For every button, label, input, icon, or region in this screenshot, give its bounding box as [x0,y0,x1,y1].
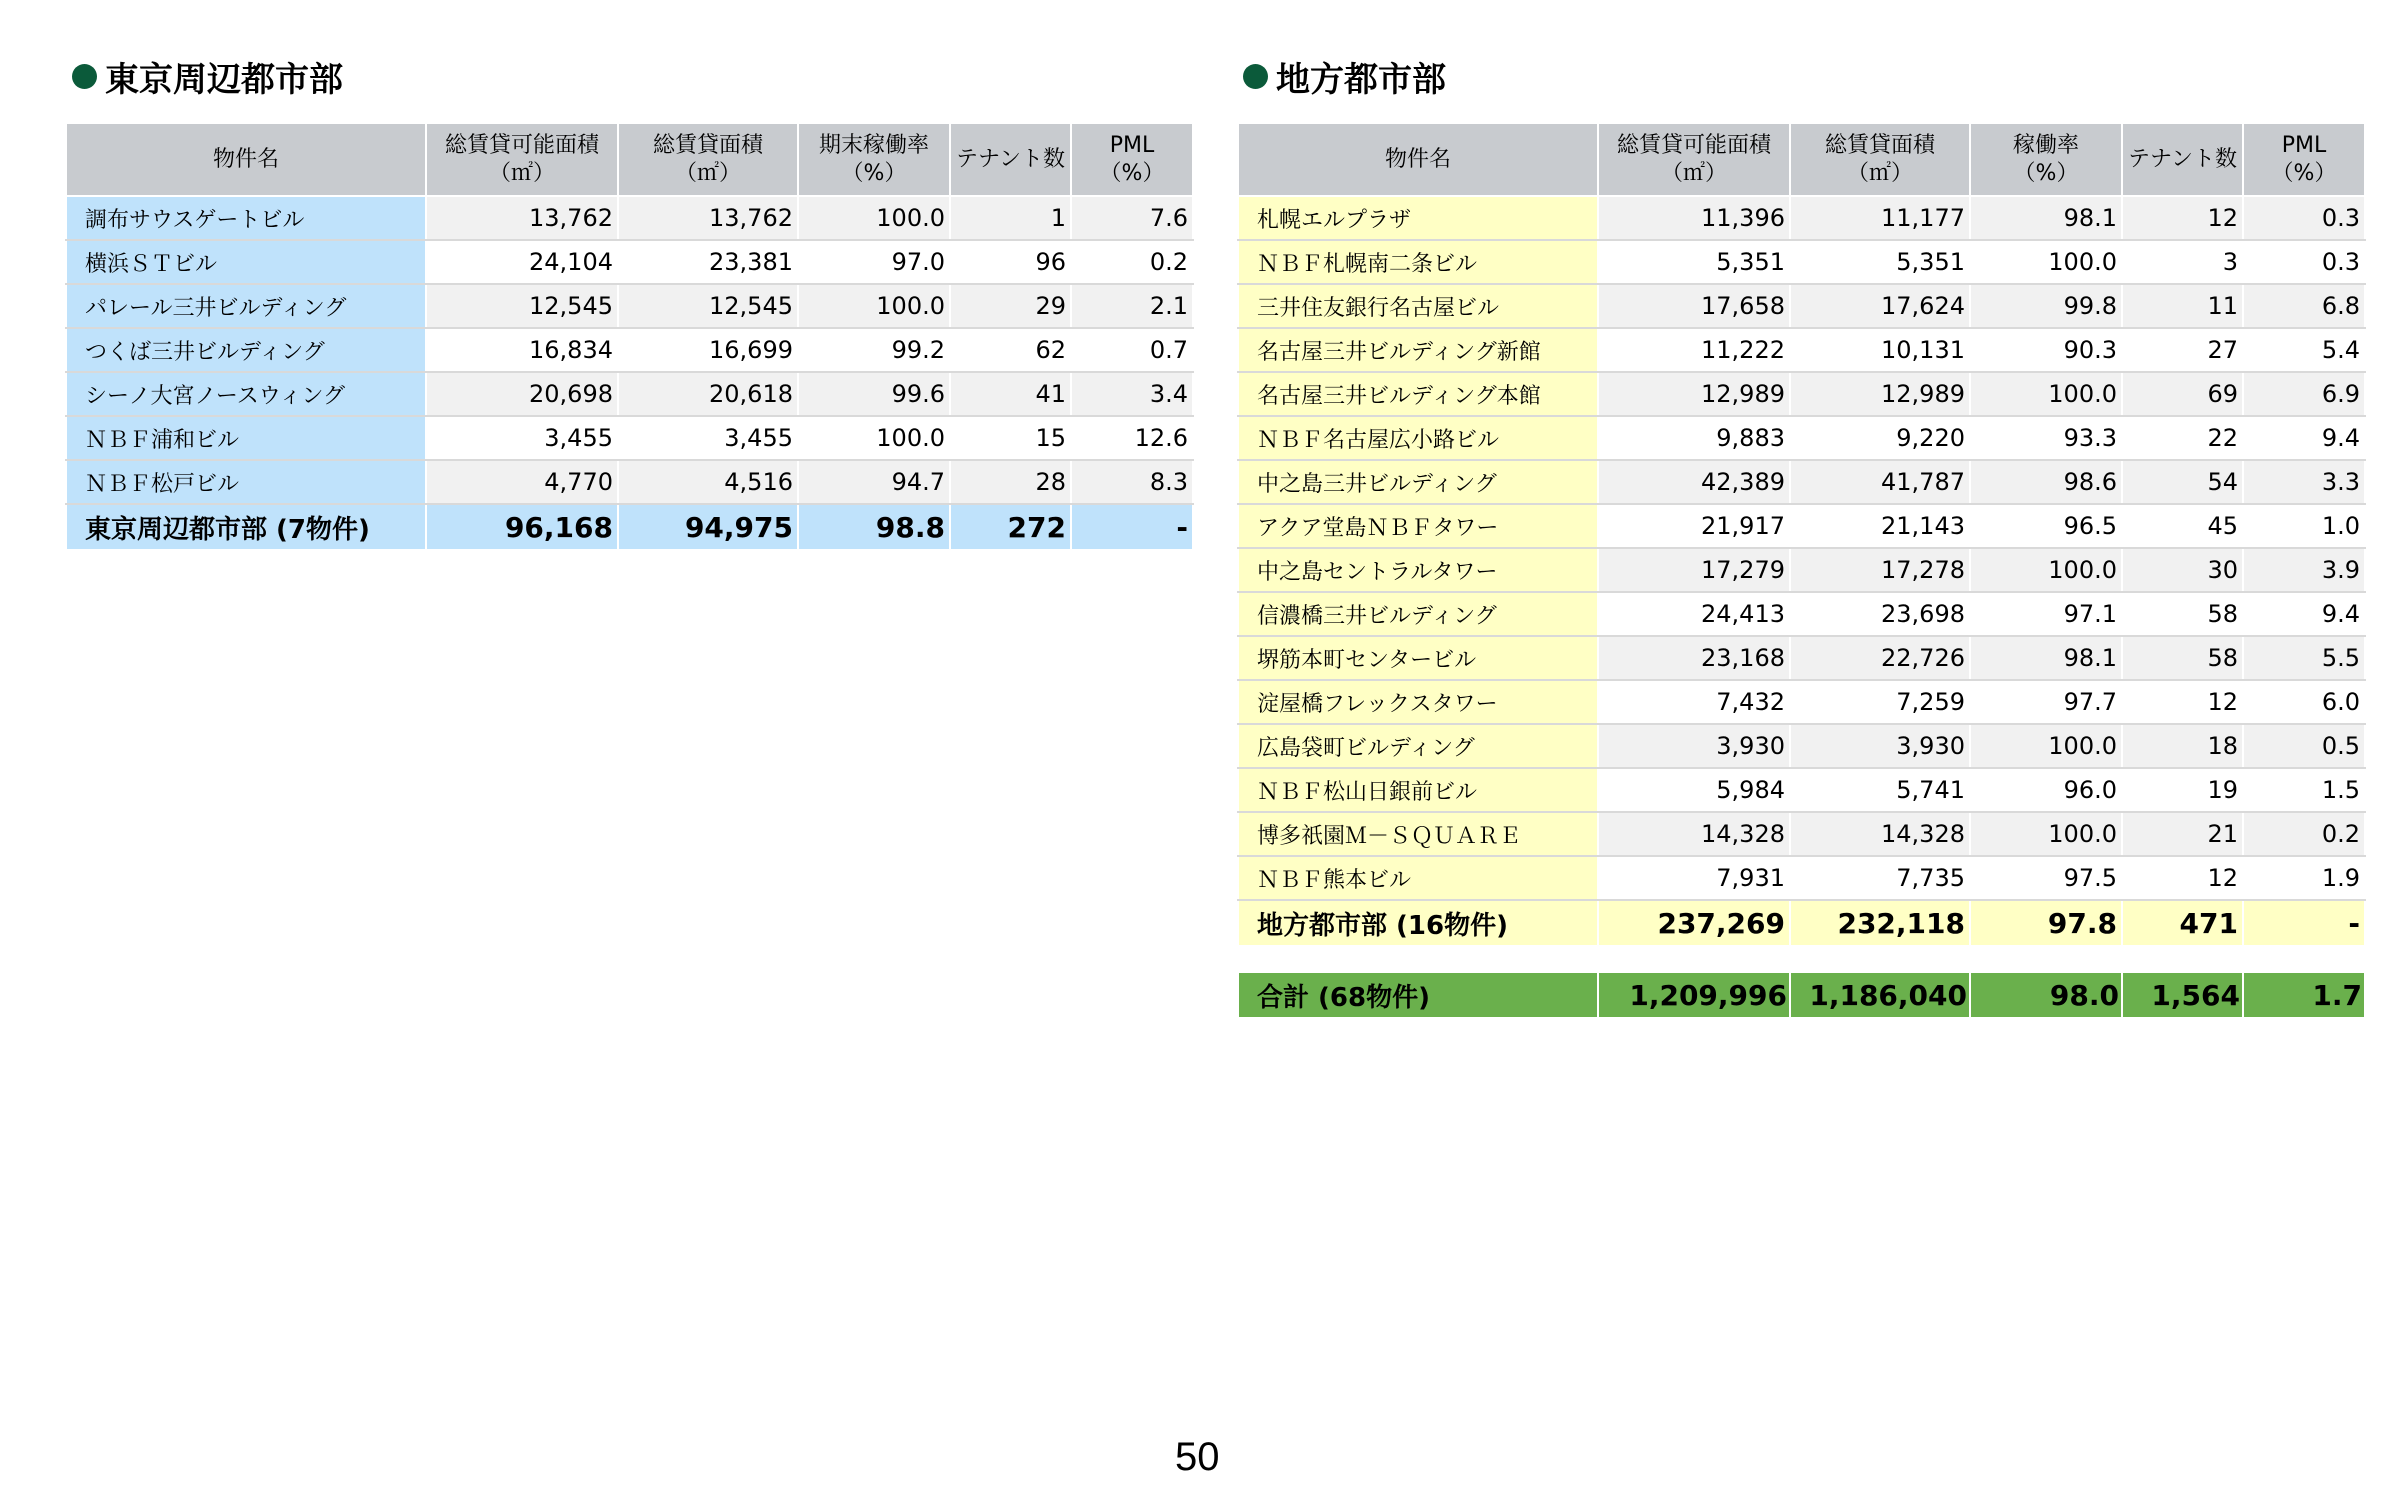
grand-total-value: 1,209,996 [1598,973,1790,1017]
subtotal-value: 272 [950,504,1071,549]
value-cell: 99.8 [1970,284,2122,328]
value-cell: 93.3 [1970,416,2122,460]
value-cell: 13,762 [426,196,618,240]
table-row [1238,548,2365,592]
value-cell: 24,413 [1598,592,1790,636]
value-cell: 100.0 [1970,372,2122,416]
value-cell: 12,545 [426,284,618,328]
subtotal-value: 237,269 [1598,900,1790,945]
value-cell: 9,883 [1598,416,1790,460]
property-name-cell: シーノ大宮ノースウィング [66,372,426,416]
table-row [1238,812,2365,856]
value-cell: 97.5 [1970,856,2122,900]
property-name-cell: 中之島セントラルタワー [1238,548,1598,592]
value-cell: 22 [2122,416,2243,460]
grand-total-value: 98.0 [1970,973,2122,1017]
subtotal-row [66,504,1193,549]
column-header: テナント数 [950,123,1071,196]
value-cell: 29 [950,284,1071,328]
value-cell: 18 [2122,724,2243,768]
value-cell: 0.2 [1071,240,1193,284]
table-row [1238,416,2365,460]
value-cell: 5.5 [2243,636,2365,680]
table-row [1238,636,2365,680]
value-cell: 8.3 [1071,460,1193,504]
column-header: 物件名 [66,123,426,196]
property-name-cell: 信濃橋三井ビルディング [1238,592,1598,636]
column-header: PML （%） [1071,123,1193,196]
property-name-cell: ＮＢＦ熊本ビル [1238,856,1598,900]
value-cell: 69 [2122,372,2243,416]
value-cell: 42,389 [1598,460,1790,504]
section-title-text: 地方都市部 [1276,60,1446,100]
value-cell: 1.0 [2243,504,2365,548]
subtotal-row [1238,900,2365,945]
value-cell: 9,220 [1790,416,1970,460]
value-cell: 12 [2122,680,2243,724]
value-cell: 2.1 [1071,284,1193,328]
value-cell: 16,834 [426,328,618,372]
value-cell: 17,279 [1598,548,1790,592]
table-row [1238,680,2365,724]
value-cell: 17,624 [1790,284,1970,328]
subtotal-value: 96,168 [426,504,618,549]
grand-total-value: 1,564 [2122,973,2243,1017]
table-header-row [66,123,1193,196]
property-name-cell: 博多祇園Ｍ－ＳＱＵＡＲＥ [1238,812,1598,856]
value-cell: 11,177 [1790,196,1970,240]
value-cell: 6.0 [2243,680,2365,724]
column-header: 総賃貸可能面積 （㎡） [426,123,618,196]
subtotal-value: 98.8 [798,504,950,549]
value-cell: 22,726 [1790,636,1970,680]
page-number: 50 [1175,1435,1220,1479]
value-cell: 0.7 [1071,328,1193,372]
property-name-cell: アクア堂島ＮＢＦタワー [1238,504,1598,548]
property-name-cell: ＮＢＦ松山日銀前ビル [1238,768,1598,812]
value-cell: 1.9 [2243,856,2365,900]
value-cell: 3.4 [1071,372,1193,416]
value-cell: 97.7 [1970,680,2122,724]
property-name-cell: 堺筋本町センタービル [1238,636,1598,680]
table-row [1238,460,2365,504]
value-cell: 9.4 [2243,592,2365,636]
subtotal-value: - [1071,504,1193,549]
value-cell: 54 [2122,460,2243,504]
value-cell: 41,787 [1790,460,1970,504]
property-name-cell: ＮＢＦ松戸ビル [66,460,426,504]
value-cell: 17,278 [1790,548,1970,592]
value-cell: 90.3 [1970,328,2122,372]
value-cell: 24,104 [426,240,618,284]
value-cell: 17,658 [1598,284,1790,328]
value-cell: 7,259 [1790,680,1970,724]
table-row [1238,592,2365,636]
value-cell: 100.0 [1970,548,2122,592]
value-cell: 12,989 [1790,372,1970,416]
property-name-cell: 淀屋橋フレックスタワー [1238,680,1598,724]
value-cell: 100.0 [798,416,950,460]
grand-total-table [1237,973,2366,1017]
value-cell: 14,328 [1598,812,1790,856]
table-row [66,460,1193,504]
table-row [1238,768,2365,812]
value-cell: 62 [950,328,1071,372]
value-cell: 11 [2122,284,2243,328]
table-row [66,284,1193,328]
value-cell: 12,545 [618,284,798,328]
value-cell: 23,698 [1790,592,1970,636]
value-cell: 9.4 [2243,416,2365,460]
bullet-icon [1243,64,1268,89]
value-cell: 100.0 [1970,724,2122,768]
property-name-cell: 調布サウスゲートビル [66,196,426,240]
value-cell: 3,930 [1790,724,1970,768]
value-cell: 5,984 [1598,768,1790,812]
value-cell: 12 [2122,856,2243,900]
value-cell: 97.0 [798,240,950,284]
section-title-text: 東京周辺都市部 [105,60,343,100]
column-header: PML （%） [2243,123,2365,196]
property-name-cell: 三井住友銀行名古屋ビル [1238,284,1598,328]
table-row [1238,856,2365,900]
value-cell: 3,455 [426,416,618,460]
value-cell: 11,222 [1598,328,1790,372]
value-cell: 94.7 [798,460,950,504]
value-cell: 98.1 [1970,636,2122,680]
value-cell: 58 [2122,636,2243,680]
value-cell: 98.1 [1970,196,2122,240]
value-cell: 21 [2122,812,2243,856]
value-cell: 30 [2122,548,2243,592]
table-row [66,416,1193,460]
subtotal-value: 94,975 [618,504,798,549]
value-cell: 100.0 [1970,812,2122,856]
grand-total-value: 1.7 [2243,973,2365,1017]
subtotal-value: 97.8 [1970,900,2122,945]
value-cell: 14,328 [1790,812,1970,856]
value-cell: 5.4 [2243,328,2365,372]
subtotal-value: 471 [2122,900,2243,945]
value-cell: 20,698 [426,372,618,416]
value-cell: 12,989 [1598,372,1790,416]
subtotal-label: 地方都市部 (16物件) [1238,900,1598,945]
property-name-cell: ＮＢＦ浦和ビル [66,416,426,460]
value-cell: 11,396 [1598,196,1790,240]
value-cell: 21,917 [1598,504,1790,548]
value-cell: 1 [950,196,1071,240]
section-title-regional [1243,52,1446,101]
value-cell: 5,741 [1790,768,1970,812]
grand-total-value: 1,186,040 [1790,973,1970,1017]
subtotal-label: 東京周辺都市部 (7物件) [66,504,426,549]
value-cell: 58 [2122,592,2243,636]
property-name-cell: ＮＢＦ名古屋広小路ビル [1238,416,1598,460]
table-row [66,240,1193,284]
table-row [1238,240,2365,284]
property-name-cell: 横浜ＳＴビル [66,240,426,284]
column-header: 総賃貸面積 （㎡） [1790,123,1970,196]
value-cell: 7,931 [1598,856,1790,900]
value-cell: 7.6 [1071,196,1193,240]
value-cell: 7,735 [1790,856,1970,900]
value-cell: 19 [2122,768,2243,812]
property-name-cell: ＮＢＦ札幌南二条ビル [1238,240,1598,284]
regional-properties-table [1237,122,2366,945]
table-header-row [1238,123,2365,196]
value-cell: 3 [2122,240,2243,284]
value-cell: 12.6 [1071,416,1193,460]
tokyo-properties-table [65,122,1194,549]
property-name-cell: 広島袋町ビルディング [1238,724,1598,768]
value-cell: 21,143 [1790,504,1970,548]
subtotal-value: - [2243,900,2365,945]
column-header: 期末稼働率 （%） [798,123,950,196]
value-cell: 5,351 [1790,240,1970,284]
column-header: 物件名 [1238,123,1598,196]
value-cell: 99.6 [798,372,950,416]
table-row [66,328,1193,372]
value-cell: 100.0 [1970,240,2122,284]
value-cell: 97.1 [1970,592,2122,636]
value-cell: 20,618 [618,372,798,416]
value-cell: 0.5 [2243,724,2365,768]
property-name-cell: つくば三井ビルディング [66,328,426,372]
property-name-cell: 札幌エルプラザ [1238,196,1598,240]
value-cell: 100.0 [798,284,950,328]
value-cell: 7,432 [1598,680,1790,724]
value-cell: 45 [2122,504,2243,548]
column-header: 総賃貸可能面積 （㎡） [1598,123,1790,196]
section-title-tokyo [72,52,343,101]
value-cell: 0.2 [2243,812,2365,856]
grand-total-label: 合計 (68物件) [1238,973,1598,1017]
property-name-cell: 名古屋三井ビルディング本館 [1238,372,1598,416]
value-cell: 3.3 [2243,460,2365,504]
subtotal-value: 232,118 [1790,900,1970,945]
value-cell: 23,381 [618,240,798,284]
value-cell: 23,168 [1598,636,1790,680]
value-cell: 3,930 [1598,724,1790,768]
table-row [1238,284,2365,328]
value-cell: 4,516 [618,460,798,504]
value-cell: 0.3 [2243,196,2365,240]
value-cell: 13,762 [618,196,798,240]
value-cell: 6.8 [2243,284,2365,328]
property-name-cell: 中之島三井ビルディング [1238,460,1598,504]
table-row [1238,196,2365,240]
value-cell: 4,770 [426,460,618,504]
column-header: 総賃貸面積 （㎡） [618,123,798,196]
value-cell: 10,131 [1790,328,1970,372]
table-row [1238,328,2365,372]
value-cell: 100.0 [798,196,950,240]
value-cell: 1.5 [2243,768,2365,812]
table-row [1238,372,2365,416]
table-row [66,372,1193,416]
value-cell: 0.3 [2243,240,2365,284]
bullet-icon [72,64,97,89]
table-row [1238,504,2365,548]
value-cell: 12 [2122,196,2243,240]
value-cell: 16,699 [618,328,798,372]
property-name-cell: パレール三井ビルディング [66,284,426,328]
grand-total-row [1238,973,2365,1017]
value-cell: 99.2 [798,328,950,372]
table-row [66,196,1193,240]
value-cell: 15 [950,416,1071,460]
property-name-cell: 名古屋三井ビルディング新館 [1238,328,1598,372]
value-cell: 5,351 [1598,240,1790,284]
column-header: テナント数 [2122,123,2243,196]
value-cell: 96 [950,240,1071,284]
value-cell: 6.9 [2243,372,2365,416]
column-header: 稼働率 （%） [1970,123,2122,196]
table-row [1238,724,2365,768]
value-cell: 28 [950,460,1071,504]
value-cell: 96.0 [1970,768,2122,812]
value-cell: 41 [950,372,1071,416]
value-cell: 3,455 [618,416,798,460]
value-cell: 96.5 [1970,504,2122,548]
value-cell: 3.9 [2243,548,2365,592]
value-cell: 27 [2122,328,2243,372]
value-cell: 98.6 [1970,460,2122,504]
